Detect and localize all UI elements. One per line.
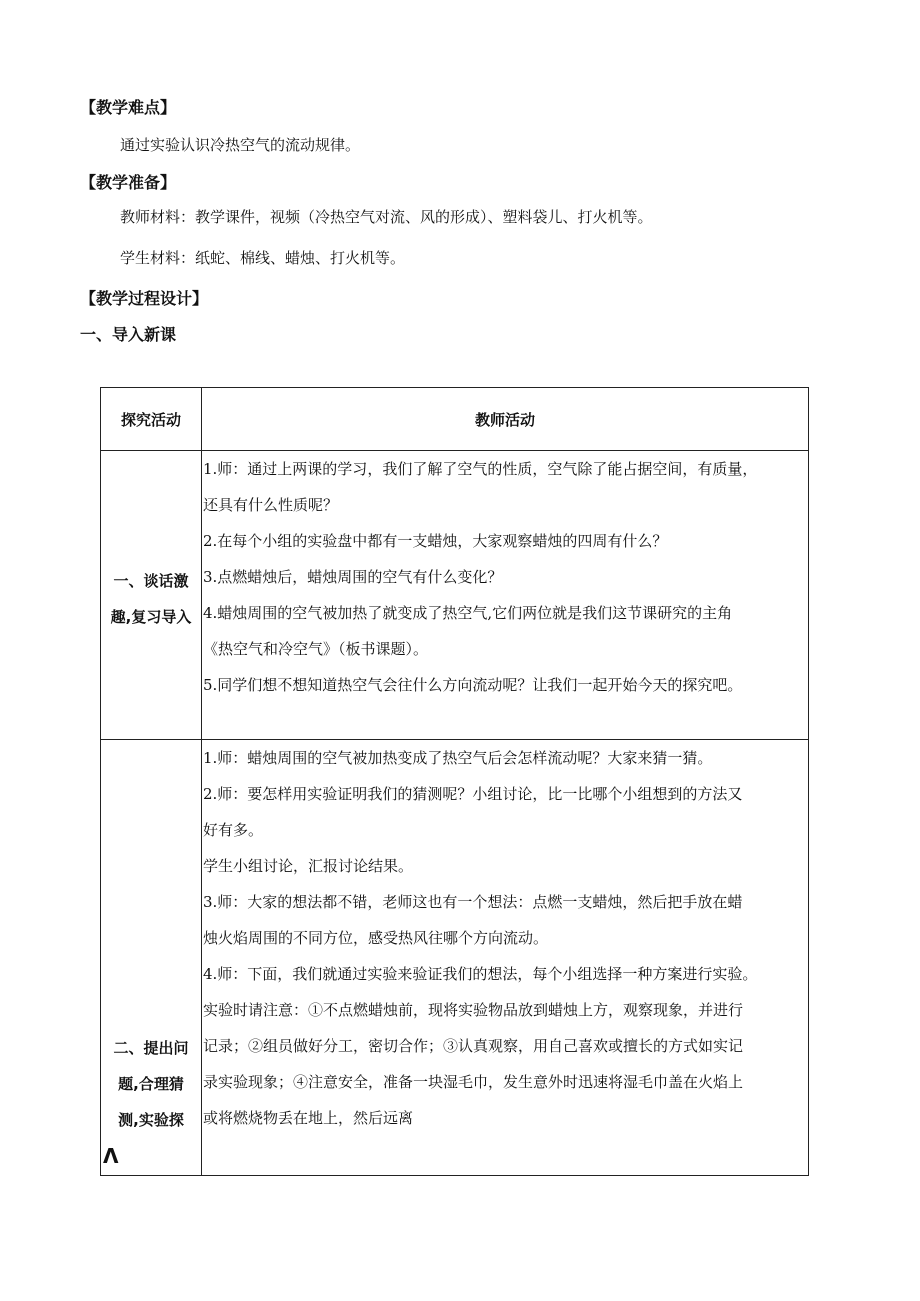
- activity-label-line: 二、提出问: [113, 1039, 189, 1057]
- teacher-line: 3.点燃蜡烛后，蜡烛周围的空气有什么变化？: [203, 568, 503, 586]
- teacher-line: 或将燃烧物丢在地上，然后远离: [203, 1109, 414, 1127]
- teacher-line: 烛火焰周围的不同方位，感受热风往哪个方向流动。: [203, 929, 549, 947]
- teacher-line: 2.在每个小组的实验盘中都有一支蜡烛，大家观察蜡烛的四周有什么？: [203, 532, 668, 550]
- teacher-line: 1.师：通过上两课的学习，我们了解了空气的性质，空气除了能占据空间，有质量，: [203, 460, 758, 478]
- teacher-line: 记录；②组员做好分工，密切合作；③认真观察，用自己喜欢或擅长的方式如实记: [203, 1037, 744, 1055]
- prep-heading: 【教学准备】: [80, 173, 177, 192]
- activity-label-line: 一、谈话激: [113, 572, 189, 590]
- teacher-line: 4.师：下面，我们就通过实验来验证我们的想法，每个小组选择一种方案进行实验。: [203, 965, 758, 983]
- activity-cell: [101, 740, 202, 1176]
- teacher-line: 2.师：要怎样用实验证明我们的猜测呢？小组讨论，比一比哪个小组想到的方法又: [203, 785, 743, 803]
- difficulty-heading: 【教学难点】: [80, 98, 177, 117]
- table-header-row: [101, 388, 809, 451]
- activity-label-line: 测,实验探: [118, 1111, 184, 1129]
- teacher-line: 录实验现象；④注意安全，准备一块湿毛巾，发生意外时迅速将湿毛巾盖在火焰上: [203, 1073, 744, 1091]
- activity-label-line: 题,合理猜: [118, 1075, 184, 1093]
- teacher-line: 5.同学们想不想知道热空气会往什么方向流动呢？让我们一起开始今天的探究吧。: [203, 676, 743, 694]
- difficulty-text: 通过实验认识冷热空气的流动规律。: [120, 136, 361, 154]
- teacher-line: 实验时请注意：①不点燃蜡烛前，现将实验物品放到蜡烛上方，观察现象，并进行: [203, 1001, 744, 1019]
- lesson-table: [100, 387, 809, 1176]
- teacher-line: 4.蜡烛周围的空气被加热了就变成了热空气,它们两位就是我们这节课研究的主角: [203, 604, 733, 622]
- teacher-line: 《热空气和冷空气》（板书课题）。: [203, 640, 429, 658]
- header-activity: 探究活动: [101, 388, 202, 451]
- teacher-line: 还具有什么性质呢？: [203, 496, 339, 514]
- student-materials: 学生材料：纸蛇、棉线、蜡烛、打火机等。: [120, 249, 406, 267]
- activity-label-line: 趣,复习导入: [110, 608, 192, 626]
- teacher-activity-cell: [202, 740, 809, 1176]
- table-row: [101, 451, 809, 740]
- activity-label-line: Λ: [103, 1144, 119, 1168]
- process-heading: 【教学过程设计】: [80, 289, 209, 308]
- teacher-line: 学生小组讨论，汇报讨论结果。: [203, 857, 414, 875]
- intro-heading: 一、导入新课: [80, 325, 177, 344]
- teacher-line: 1.师：蜡烛周围的空气被加热变成了热空气后会怎样流动呢？大家来猜一猜。: [203, 749, 713, 767]
- teacher-materials: 教师材料：教学课件，视频（冷热空气对流、风的形成）、塑料袋儿、打火机等。: [120, 208, 653, 226]
- activity-cell: [101, 451, 202, 740]
- header-teacher: 教师活动: [202, 388, 809, 451]
- teacher-activity-cell: [202, 451, 809, 740]
- table-row: [101, 740, 809, 1176]
- teacher-line: 好有多。: [203, 821, 264, 839]
- teacher-line: 3.师：大家的想法都不错，老师这也有一个想法：点燃一支蜡烛，然后把手放在蜡: [203, 893, 743, 911]
